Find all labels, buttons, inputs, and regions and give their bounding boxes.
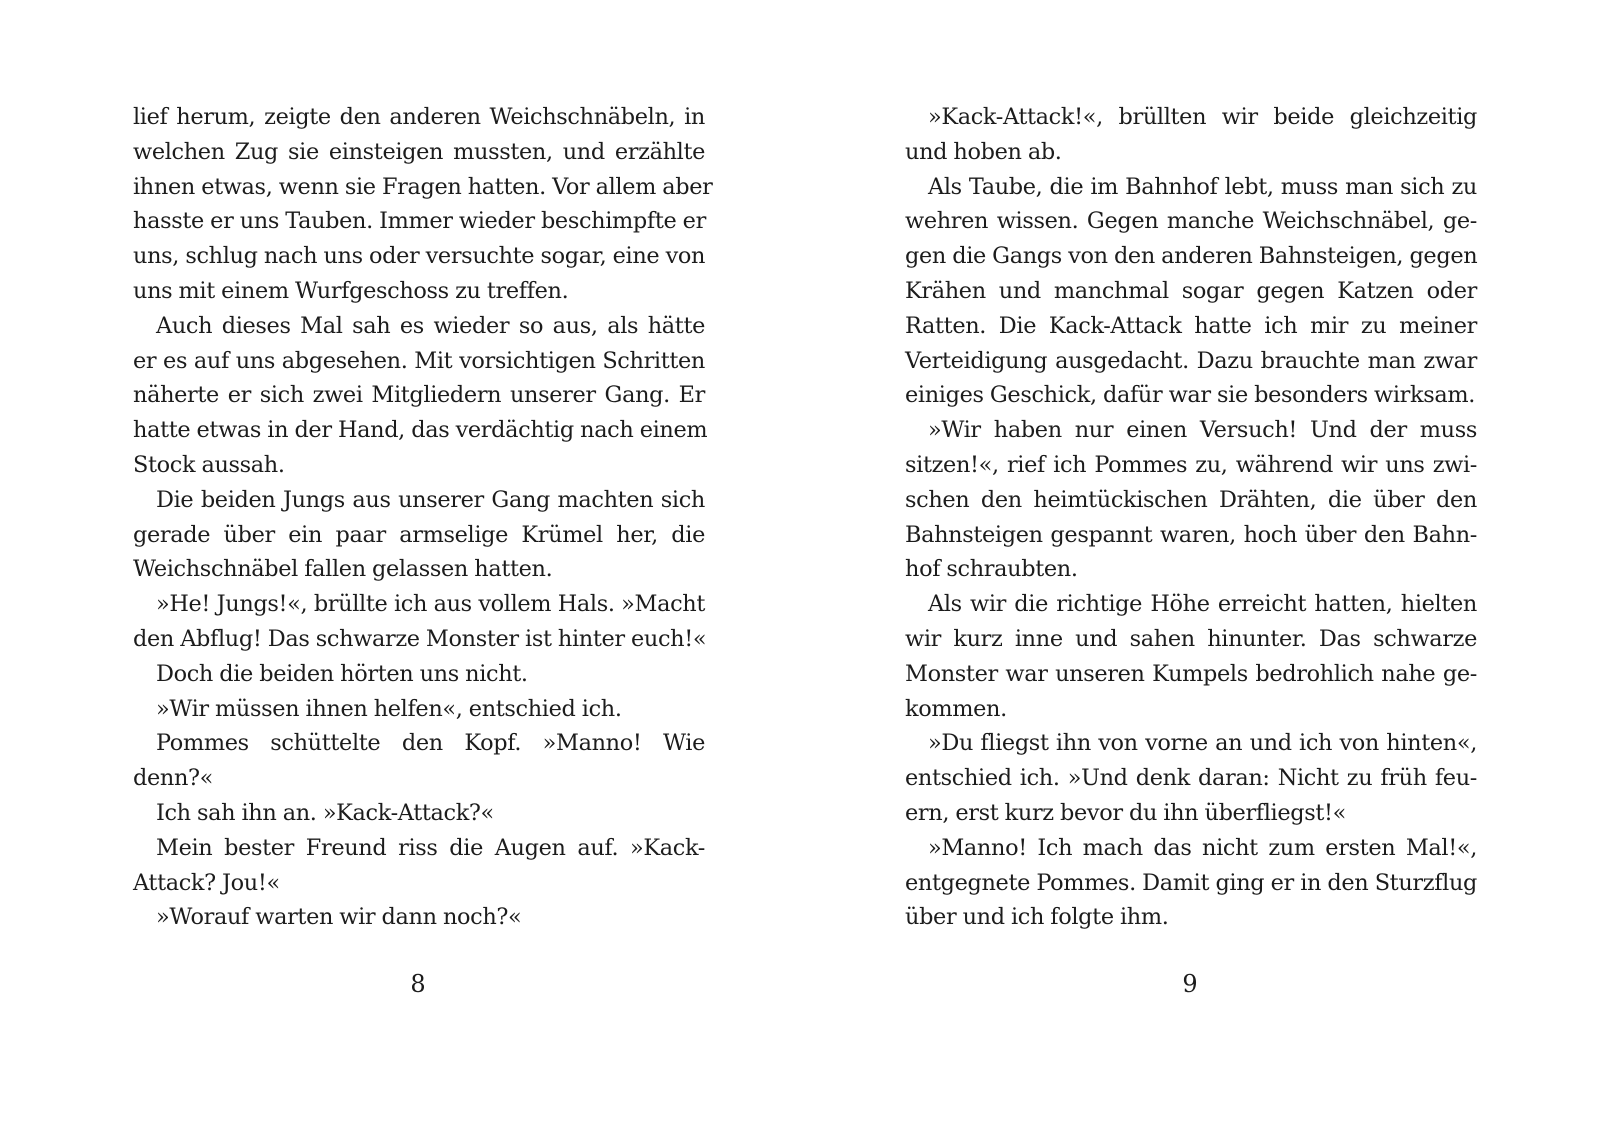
right-page-number: 9 — [1182, 970, 1198, 998]
text-line: über und ich folgte ihm. — [905, 904, 1169, 931]
text-line: uns mit einem Wurfgeschoss zu treffen. — [133, 277, 569, 304]
text-line: entschied ich. »Und denk daran: Nicht zu früh feu- — [905, 765, 1477, 792]
text-line: welchen Zug sie einsteigen mussten, und erzählte — [133, 138, 705, 165]
text-line: ern, erst kurz bevor du ihn überfliegst!« — [905, 799, 1347, 826]
text-line: Als Taube, die im Bahnhof lebt, muss man sich zu — [928, 173, 1477, 200]
text-line: »Wir müssen ihnen helfen«, entschied ich. — [156, 695, 622, 722]
text-line: ihnen etwas, wenn sie Fragen hatten. Vor allem aber — [133, 173, 713, 200]
right-page-text — [905, 100, 1477, 935]
text-line: Auch dieses Mal sah es wieder so aus, als hätte — [156, 312, 705, 339]
text-line: Monster war unseren Kumpels bedrohlich nahe ge- — [905, 660, 1477, 687]
text-line: hasste er uns Tauben. Immer wieder beschimpfte er — [133, 208, 706, 235]
text-line: lief herum, zeigte den anderen Weichschnäbeln, in — [133, 104, 705, 130]
text-line: »Manno! Ich mach das nicht zum ersten Mal!«, — [928, 834, 1477, 861]
text-line: Weichschnäbel fallen gelassen hatten. — [133, 556, 553, 583]
text-line: Krähen und manchmal sogar gegen Katzen oder — [905, 277, 1477, 304]
text-line: Ich sah ihn an. »Kack-Attack?« — [156, 799, 494, 826]
text-line: hof schraubten. — [905, 556, 1078, 583]
left-page-text — [133, 100, 713, 935]
text-line: gerade über ein paar armselige Krümel her, die — [133, 521, 705, 548]
text-line: denn?« — [133, 765, 214, 792]
text-line: Doch die beiden hörten uns nicht. — [156, 660, 528, 687]
text-line: Stock aussah. — [133, 451, 285, 478]
text-line: Mein bester Freund riss die Augen auf. »Kack- — [156, 834, 705, 861]
text-line: schen den heimtückischen Drähten, die über den — [905, 486, 1477, 513]
text-line: einiges Geschick, dafür war sie besonders wirksam. — [905, 382, 1475, 409]
text-line: gen die Gangs von den anderen Bahnsteigen, gegen — [905, 243, 1478, 270]
text-line: wir kurz inne und sahen hinunter. Das schwarze — [905, 625, 1477, 652]
text-line: Die beiden Jungs aus unserer Gang machten sich — [156, 486, 705, 513]
text-line: »Kack-Attack!«, brüllten wir beide gleichzeitig — [928, 104, 1477, 130]
text-line: »Du fliegst ihn von vorne an und ich von hinten«, — [928, 730, 1477, 757]
text-line: den Abflug! Das schwarze Monster ist hinter euch!« — [133, 625, 707, 652]
text-line: näherte er sich zwei Mitgliedern unserer Gang. Er — [133, 382, 705, 409]
text-line: Verteidigung ausgedacht. Dazu brauchte man zwar — [905, 347, 1477, 374]
text-line: »Wir haben nur einen Versuch! Und der muss — [928, 417, 1477, 444]
text-line: uns, schlug nach uns oder versuchte sogar, eine von — [133, 243, 706, 270]
text-line: »He! Jungs!«, brüllte ich aus vollem Hals. »Macht — [156, 591, 705, 618]
text-line: Als wir die richtige Höhe erreicht hatten, hielten — [928, 591, 1477, 618]
left-page-number: 8 — [410, 970, 426, 998]
text-line: sitzen!«, rief ich Pommes zu, während wir uns zwi- — [905, 451, 1477, 478]
text-line: Attack? Jou!« — [133, 869, 280, 896]
text-line: »Worauf warten wir dann noch?« — [156, 904, 522, 931]
text-line: kommen. — [905, 695, 1007, 722]
text-line: hatte etwas in der Hand, das verdächtig nach einem — [133, 417, 708, 444]
text-line: Ratten. Die Kack-Attack hatte ich mir zu meiner — [905, 312, 1477, 339]
text-line: wehren wissen. Gegen manche Weichschnäbel, ge- — [905, 208, 1477, 235]
text-line: Pommes schüttelte den Kopf. »Manno! Wie — [156, 730, 705, 757]
text-line: und hoben ab. — [905, 138, 1062, 165]
text-line: Bahnsteigen gespannt waren, hoch über den Bahn- — [905, 521, 1477, 548]
text-line: entgegnete Pommes. Damit ging er in den Sturzflug — [905, 869, 1477, 896]
text-line: er es auf uns abgesehen. Mit vorsichtigen Schritten — [133, 347, 705, 374]
